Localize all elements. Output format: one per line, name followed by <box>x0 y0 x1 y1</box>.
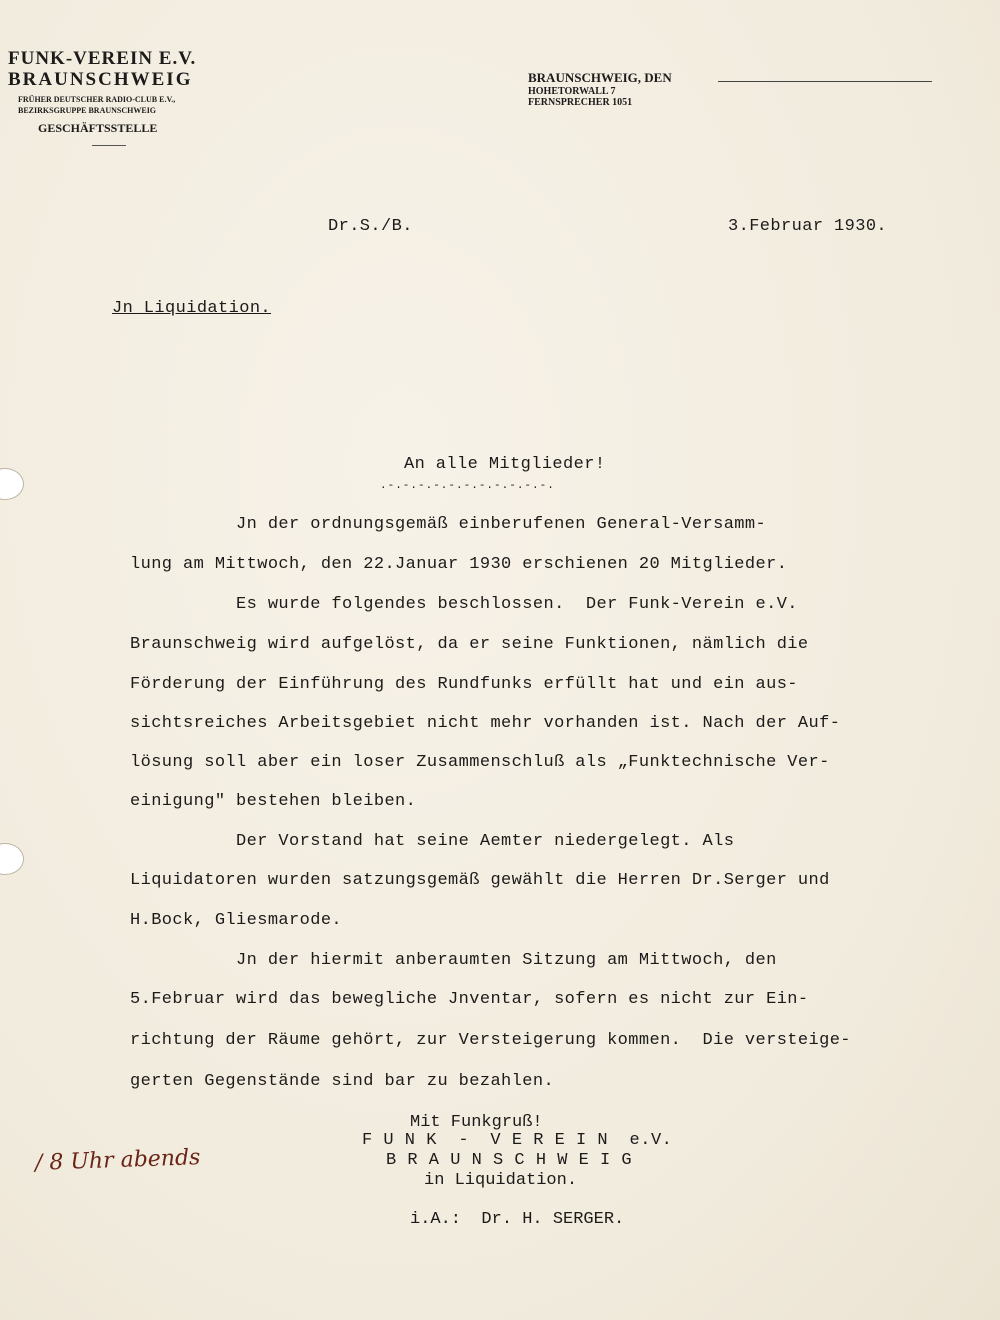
closing-status: in Liquidation. <box>424 1171 578 1190</box>
closing-org-name: F U N K - V E R E I N e.V. <box>362 1131 673 1150</box>
org-name: FUNK-VEREIN E.V. <box>8 48 197 69</box>
org-former-name: FRÜHER DEUTSCHER RADIO-CLUB E.V., <box>18 95 176 104</box>
city-date-label: BRAUNSCHWEIG, DEN <box>528 70 672 85</box>
org-district-group: BEZIRKSGRUPPE BRAUNSCHWEIG <box>18 106 157 115</box>
letter-date: 3.Februar 1930. <box>728 217 888 236</box>
body-line: lung am Mittwoch, den 22.Januar 1930 erschienen 20 Mitglieder. <box>130 555 788 574</box>
letterhead-divider <box>92 145 126 146</box>
address: HOHETORWALL 7 <box>528 86 616 97</box>
org-city: BRAUNSCHWEIG <box>8 69 193 90</box>
body-line: richtung der Räume gehört, zur Versteigerung kommen. Die versteige- <box>130 1031 851 1050</box>
body-line: 5.Februar wird das bewegliche Jnventar, sofern es nicht zur Ein- <box>130 990 809 1009</box>
body-line: gerten Gegenstände sind bar zu bezahlen. <box>130 1072 555 1091</box>
body-line: Liquidatoren wurden satzungsgemäß gewählt die Herren Dr.Serger und <box>130 871 830 890</box>
closing-greeting: Mit Funkgruß! <box>410 1113 543 1132</box>
body-line: Der Vorstand hat seine Aemter niedergelegt. Als <box>130 832 735 851</box>
body-line: Braunschweig wird aufgelöst, da er seine Funktionen, nämlich die <box>130 635 809 654</box>
body-line: Es wurde folgendes beschlossen. Der Funk-Verein e.V. <box>130 595 798 614</box>
body-line: sichtsreiches Arbeitsgebiet nicht mehr vorhanden ist. Nach der Auf- <box>130 714 841 733</box>
body-line: H.Bock, Gliesmarode. <box>130 911 343 930</box>
punch-hole <box>0 468 24 500</box>
reference-code: Dr.S./B. <box>328 217 413 236</box>
body-line: Jn der ordnungsgemäß einberufenen General-Versamm- <box>130 515 767 534</box>
signature-line: i.A.: Dr. H. SERGER. <box>410 1210 625 1229</box>
phone-number: FERNSPRECHER 1051 <box>528 97 633 108</box>
body-line: einigung" bestehen bleiben. <box>130 792 417 811</box>
punch-hole <box>0 843 24 875</box>
subject-line: Jn Liquidation. <box>112 299 272 318</box>
org-office: GESCHÄFTSSTELLE <box>38 121 158 135</box>
date-blank-line <box>718 81 932 82</box>
body-line: Jn der hiermit anberaumten Sitzung am Mittwoch, den <box>130 951 777 970</box>
body-line: Förderung der Einführung des Rundfunks erfüllt hat und ein aus- <box>130 675 798 694</box>
body-line: lösung soll aber ein loser Zusammenschluß als „Funktechnische Ver- <box>130 753 830 772</box>
closing-org-city: B R A U N S C H W E I G <box>386 1151 633 1170</box>
salutation: An alle Mitglieder! <box>404 455 606 474</box>
handwritten-note: / 8 Uhr abends <box>34 1145 201 1176</box>
ornament-divider: .-.-.-.-.-.-.-.-.-.-.-. <box>380 480 555 492</box>
